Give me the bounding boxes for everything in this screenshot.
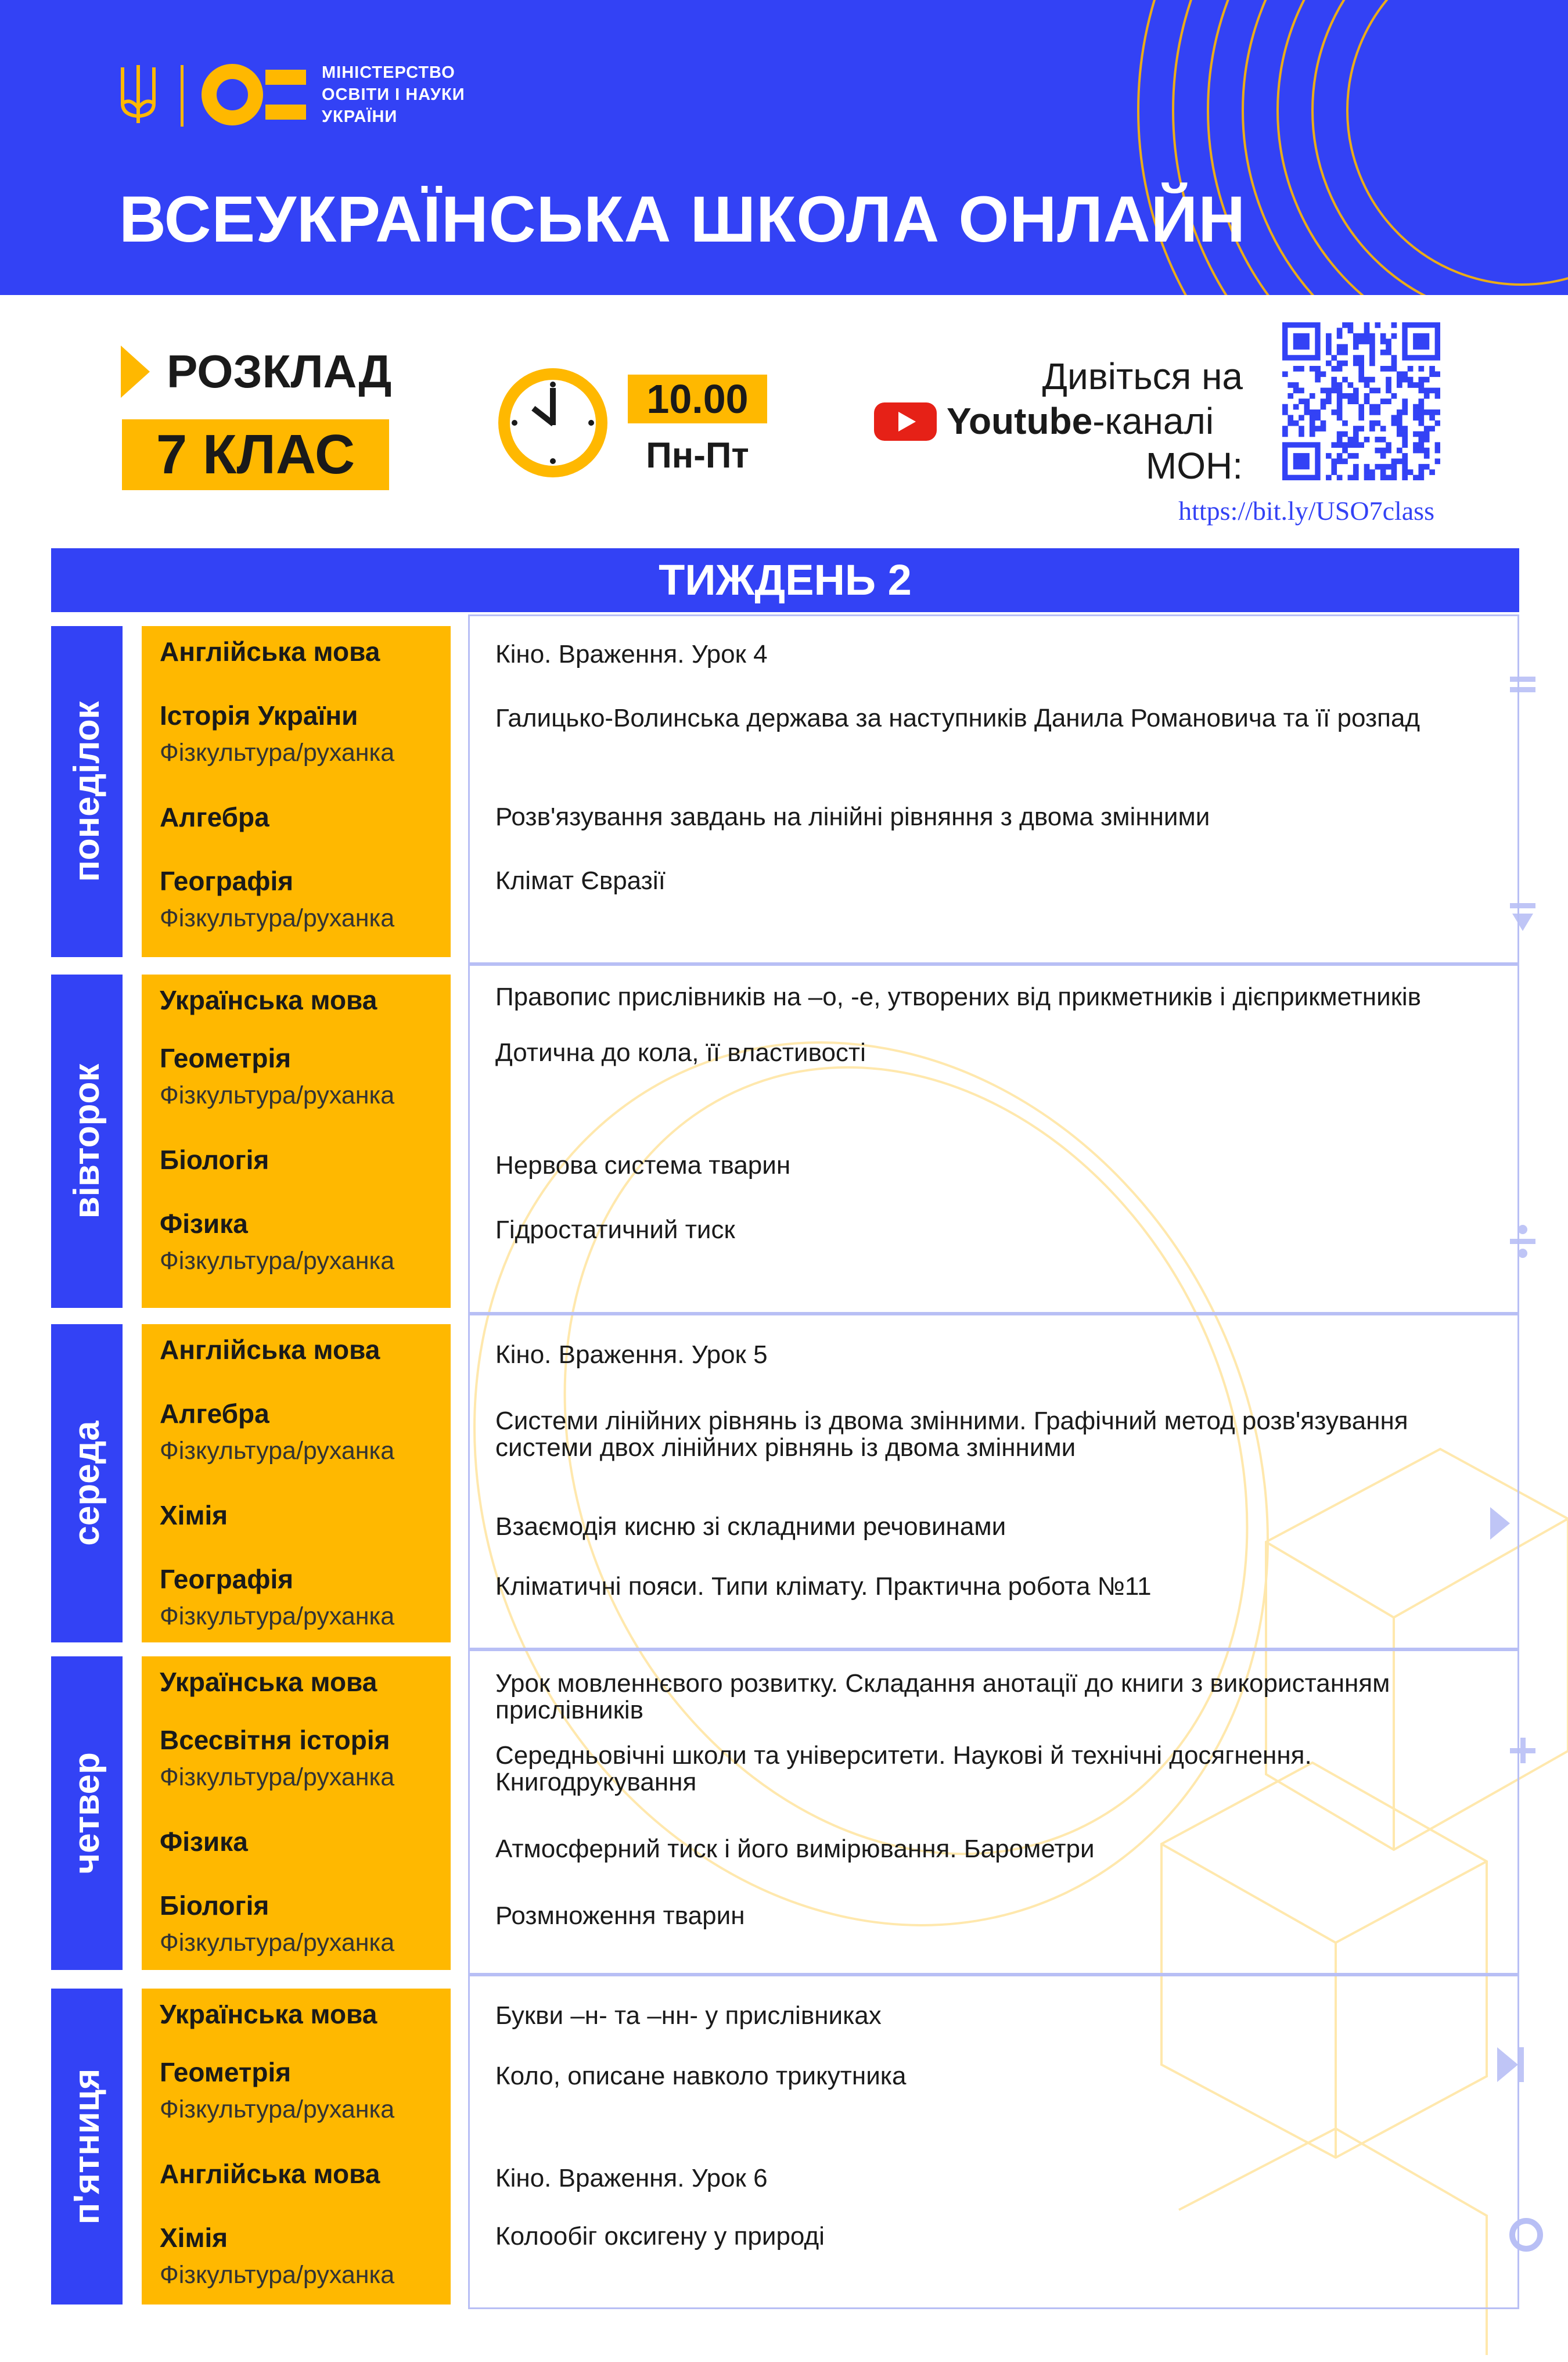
week-label: ТИЖДЕНЬ 2: [659, 556, 912, 604]
trident-icon: [119, 63, 157, 125]
day-tab-4: [51, 1656, 123, 1970]
subject-label: Біологія: [160, 1145, 269, 1175]
ministry-line-3: УКРАЇНИ: [322, 107, 398, 126]
subject-label: Хімія: [160, 2223, 228, 2253]
lesson-topic: Кіно. Враження. Урок 5: [495, 1340, 768, 1369]
lesson-topic: Кіно. Враження. Урок 6: [495, 2164, 768, 2192]
subject-label: Українська мова: [160, 985, 377, 1015]
broadcast-time: 10.00: [646, 376, 749, 422]
lesson-topic: Галицько-Волинська держава за наступників Данила Романовича та її розпад: [495, 704, 1420, 732]
pe-label: Фізкультура/руханка: [160, 904, 395, 932]
subject-label: Англійська мова: [160, 637, 380, 667]
subjects-column: [142, 1989, 451, 2305]
day-tab-3: [51, 1324, 123, 1642]
lesson-topic: Урок мовленнєвого розвитку. Складання анотації до книги з використанням прислівників: [495, 1669, 1390, 1724]
ministry-line-1: МІНІСТЕРСТВО: [322, 63, 455, 82]
pe-label: Фізкультура/руханка: [160, 1763, 395, 1791]
channel-link[interactable]: https://bit.ly/USO7class: [1178, 496, 1434, 526]
subject-label: Геометрія: [160, 1043, 292, 1073]
week-header: [51, 548, 1519, 612]
qr-code-icon[interactable]: [1282, 322, 1440, 480]
play-arrow-icon: [121, 346, 150, 398]
subject-label: Хімія: [160, 1500, 228, 1530]
lesson-topic: Дотична до кола, її властивості: [495, 1038, 866, 1067]
lesson-topic: Клімат Євразії: [495, 867, 666, 895]
subject-label: Українська мова: [160, 1999, 377, 2029]
subject-label: Географія: [160, 1564, 294, 1594]
subject-label: Історія України: [160, 700, 358, 731]
lesson-topic: Букви –н- та –нн- у прислівниках: [495, 2001, 882, 2030]
day-tab-5: [51, 1989, 123, 2305]
page-title: ВСЕУКРАЇНСЬКА ШКОЛА ОНЛАЙН: [119, 183, 1246, 256]
youtube-channel-text: [947, 398, 1214, 444]
pe-label: Фізкультура/руханка: [160, 1602, 395, 1630]
lesson-topic: Кіно. Враження. Урок 4: [495, 640, 768, 668]
ministry-line-2: ОСВІТИ І НАУКИ: [322, 85, 465, 104]
pe-label: Фізкультура/руханка: [160, 739, 395, 767]
subject-label: Всесвітня історія: [160, 1725, 390, 1755]
subject-label: Фізика: [160, 1827, 248, 1857]
pe-label: Фізкультура/руханка: [160, 1437, 395, 1465]
pe-label: Фізкультура/руханка: [160, 2261, 395, 2289]
day-name: четвер: [66, 1752, 107, 1874]
day-tab-1: [51, 626, 123, 957]
clock-icon: [495, 365, 611, 481]
grade-label: 7 КЛАС: [156, 423, 355, 486]
lesson-topic: Правопис прислівників на –о, -е, утворених від прикметників і дієприкметників: [495, 983, 1422, 1011]
topics-box: [468, 964, 1519, 1314]
grade-badge: [122, 419, 389, 490]
subject-label: Алгебра: [160, 802, 269, 832]
subject-label: Фізика: [160, 1209, 248, 1239]
day-name: середа: [66, 1421, 107, 1546]
lesson-topic: Взаємодія кисню зі складними речовинами: [495, 1512, 1006, 1541]
lesson-topic: Колообіг оксигену у природі: [495, 2222, 825, 2250]
schedule-label: РОЗКЛАД: [167, 346, 392, 397]
pe-label: Фізкультура/руханка: [160, 1081, 395, 1109]
ministry-name: [322, 62, 465, 128]
pe-label: Фізкультура/руханка: [160, 1247, 395, 1275]
header-banner: [0, 0, 1568, 295]
pe-label: Фізкультура/руханка: [160, 2095, 395, 2123]
youtube-channel-line: [874, 398, 1243, 444]
lesson-topic: Середньовічні школи та університети. Наукові й технічні досягнення. Книгодрукування: [495, 1741, 1312, 1796]
subject-label: Географія: [160, 866, 294, 896]
subject-label: Геометрія: [160, 2057, 292, 2087]
ministry-abbr: МОН:: [1145, 445, 1243, 487]
lesson-topic: Системи лінійних рівнянь із двома змінними. Графічний метод розв'язування системи двох лінійних рівнянь із двома змінними: [495, 1407, 1408, 1462]
ministry-logo-icon: [200, 63, 311, 127]
youtube-word: Youtube: [947, 400, 1093, 442]
day-name: понеділок: [66, 701, 107, 882]
lesson-topic: Атмосферний тиск і його вимірювання. Барометри: [495, 1835, 1095, 1863]
pe-label: Фізкультура/руханка: [160, 1929, 395, 1957]
subject-label: Біологія: [160, 1890, 269, 1921]
lesson-topic: Розв'язування завдань на лінійні рівняння з двома змінними: [495, 803, 1210, 831]
subject-label: Українська мова: [160, 1667, 377, 1697]
lesson-topic: Кліматичні пояси. Типи клімату. Практична робота №11: [495, 1572, 1152, 1601]
broadcast-days: Пн-Пт: [646, 436, 749, 476]
subject-label: Англійська мова: [160, 1335, 380, 1365]
day-tab-2: [51, 975, 123, 1308]
subject-label: Англійська мова: [160, 2159, 380, 2189]
subjects-column: [142, 1656, 451, 1970]
lesson-topic: Нервова система тварин: [495, 1151, 791, 1180]
time-badge: [628, 375, 767, 423]
subject-label: Алгебра: [160, 1398, 269, 1429]
logo-divider: [181, 65, 184, 127]
day-name: п'ятниця: [66, 2068, 107, 2225]
watch-on-text: Дивіться на: [1042, 355, 1243, 397]
channel-word: -каналі: [1092, 400, 1214, 442]
day-name: вівторок: [66, 1063, 107, 1219]
lesson-topic: Розмноження тварин: [495, 1901, 745, 1930]
lesson-topic: Гідростатичний тиск: [495, 1216, 735, 1244]
youtube-icon: [874, 402, 937, 441]
lesson-topic: Коло, описане навколо трикутника: [495, 2062, 907, 2090]
